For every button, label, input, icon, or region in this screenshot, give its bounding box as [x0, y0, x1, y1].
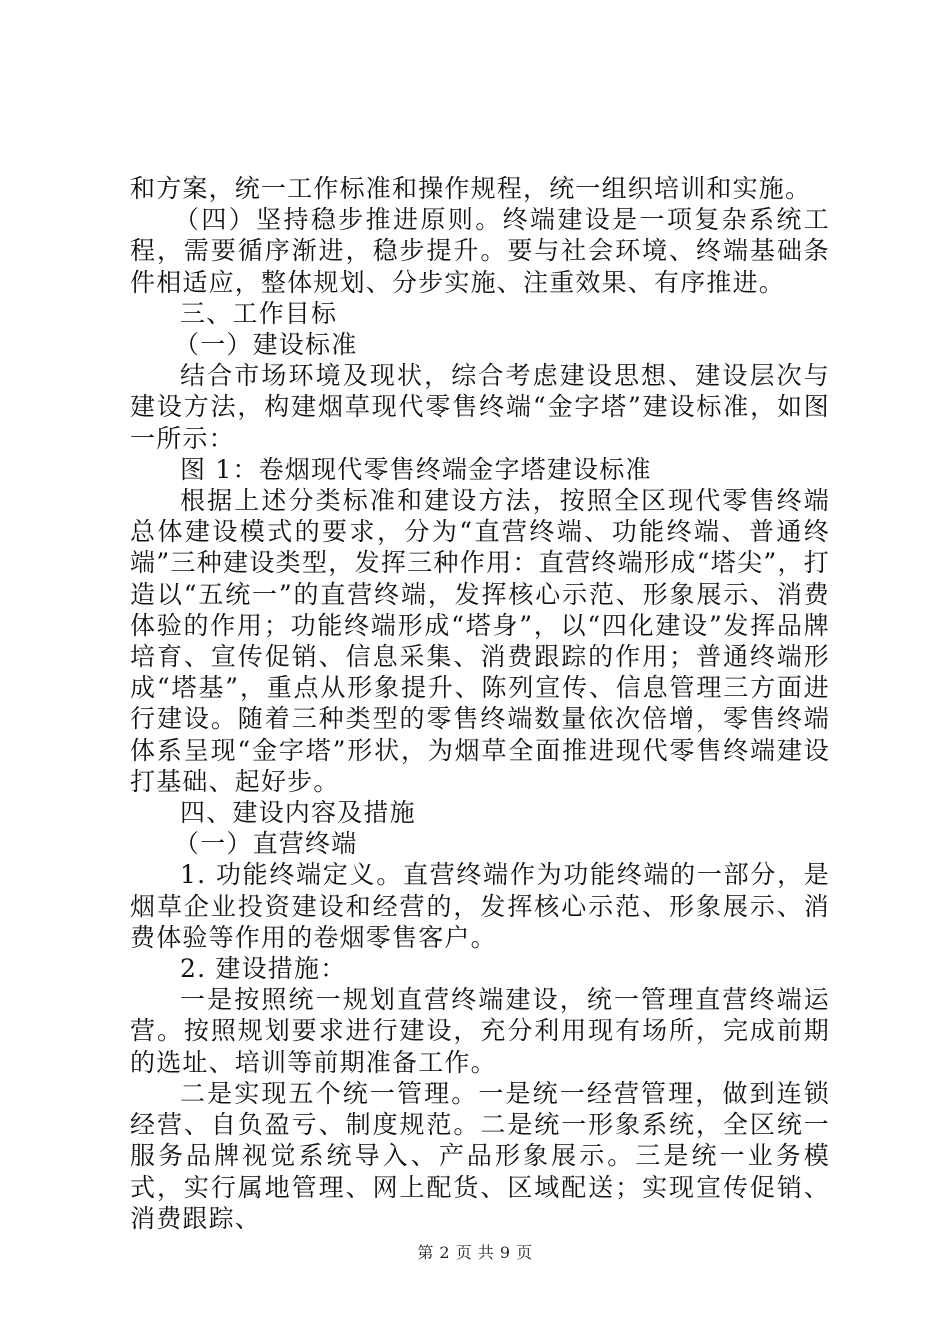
- section-heading-goals: 三、工作目标: [180, 298, 338, 328]
- paragraph-measure-one: 一是按照统一规划直营终端建设，统一管理直营终端运营。按照规划要求进行建设，充分利用现有场所，完成前期的选址、培训等前期准备工作。: [130, 985, 830, 1077]
- paragraph-definition: 1. 功能终端定义。直营终端作为功能终端的一部分，是烟草企业投资建设和经营的，发挥核心示范、形象展示、消费体验等作用的卷烟零售客户。: [130, 860, 830, 952]
- subheading-standards: （一）建设标准: [174, 330, 358, 360]
- subheading-direct-terminal: （一）直营终端: [174, 829, 358, 859]
- page-number-footer: 第 2 页 共 9 页: [417, 1243, 533, 1262]
- figure-caption: 图 1：卷烟现代零售终端金字塔建设标准: [180, 454, 652, 484]
- paragraph-standards: 结合市场环境及现状，综合考虑建设思想、建设层次与建设方法，构建烟草现代零售终端“金字塔”建设标准，如图一所示：: [130, 361, 830, 453]
- paragraph-continuation: 和方案，统一工作标准和操作规程，统一组织培训和实施。: [130, 174, 812, 203]
- section-heading-measures: 四、建设内容及措施: [180, 798, 416, 828]
- document-body: [130, 173, 830, 1234]
- paragraph-measures-label: 2. 建设措施：: [180, 954, 347, 984]
- paragraph-measure-two: 二是实现五个统一管理。一是统一经营管理，做到连锁经营、自负盈亏、制度规范。二是统一形象系统，全区统一服务品牌视觉系统导入、产品形象展示。三是统一业务模式，实行属地管理、网上配货、区域配送；实现宣传促销、消费跟踪、: [130, 1078, 830, 1233]
- paragraph-pyramid: 根据上述分类标准和建设方法，按照全区现代零售终端总体建设模式的要求，分为“直营终端、功能终端、普通终端”三种建设类型，发挥三种作用：直营终端形成“塔尖”，打造以“五统一”的直营终端，发挥核心示范、形象展示、消费体验的作用；功能终端形成“塔身”，以“四化建设”发挥品牌培育、宣传促销、信息采集、消费跟踪的作用；普通终端形成“塔基”，重点从形象提升、陈列宣传、信息管理三方面进行建设。随着三种类型的零售终端数量依次倍增，零售终端体系呈现“金字塔”形状，为烟草全面推进现代零售终端建设打基础、起好步。: [130, 486, 830, 796]
- paragraph-principle-four: （四）坚持稳步推进原则。终端建设是一项复杂系统工程，需要循序渐进，稳步提升。要与社会环境、终端基础条件相适应，整体规划、分步实施、注重效果、有序推进。: [130, 205, 830, 297]
